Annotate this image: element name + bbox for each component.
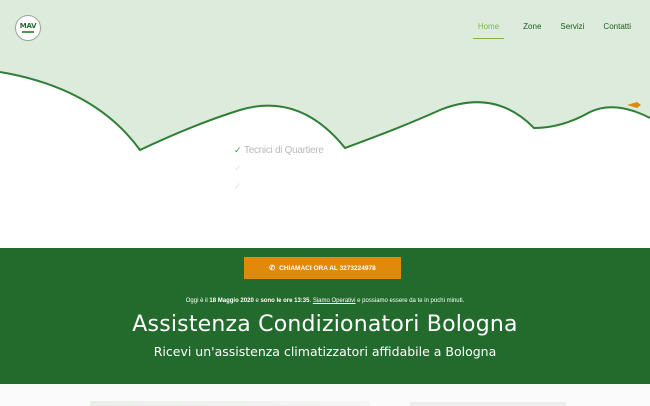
status-message xyxy=(0,298,650,304)
nav-item-servizi[interactable]: Servizi xyxy=(560,22,585,31)
call-now-label: CHIAMACI ORA AL 3273224978 xyxy=(279,264,376,272)
pencil-accent-icon xyxy=(627,102,641,108)
faded-sidebar-box xyxy=(410,402,566,406)
status-date: 18 Maggio 2020 xyxy=(209,298,254,304)
nav-item-zone[interactable]: Zone xyxy=(523,22,542,31)
hero-checklist xyxy=(234,141,324,195)
checklist-item xyxy=(234,141,324,159)
check-icon: ✓ xyxy=(234,162,242,173)
status-connector: e xyxy=(253,298,261,304)
site-header xyxy=(0,0,650,54)
checklist-item xyxy=(234,159,324,177)
nav-item-contatti[interactable]: Contatti xyxy=(603,22,631,31)
status-operative-link[interactable]: Siamo Operativi xyxy=(312,298,356,304)
main-nav xyxy=(454,22,631,39)
logo-text: MAV xyxy=(19,22,37,30)
nav-item-home[interactable]: Home xyxy=(473,22,504,39)
check-icon: ✓ xyxy=(234,180,242,191)
site-logo[interactable] xyxy=(15,15,41,41)
check-icon: ✓ xyxy=(234,144,242,155)
call-now-button[interactable] xyxy=(244,257,401,279)
status-prefix: Oggi è il xyxy=(185,298,210,304)
phone-icon: ✆ xyxy=(269,265,276,272)
page-subtitle: Ricevi un'assistenza climatizzatori affidabile a Bologna xyxy=(153,344,497,359)
checklist-item xyxy=(234,177,324,195)
status-separator: . xyxy=(309,298,313,304)
status-suffix: e possiamo essere da te in pochi minuti. xyxy=(355,298,465,304)
logo-underline xyxy=(22,31,34,33)
content-section xyxy=(0,384,650,406)
page-title: Assistenza Condizionatori Bologna xyxy=(132,312,518,337)
status-time: sono le ore 13:35 xyxy=(260,298,310,304)
checklist-item-label: Tecnici di Quartiere xyxy=(244,144,324,156)
faded-paragraph xyxy=(90,401,370,406)
